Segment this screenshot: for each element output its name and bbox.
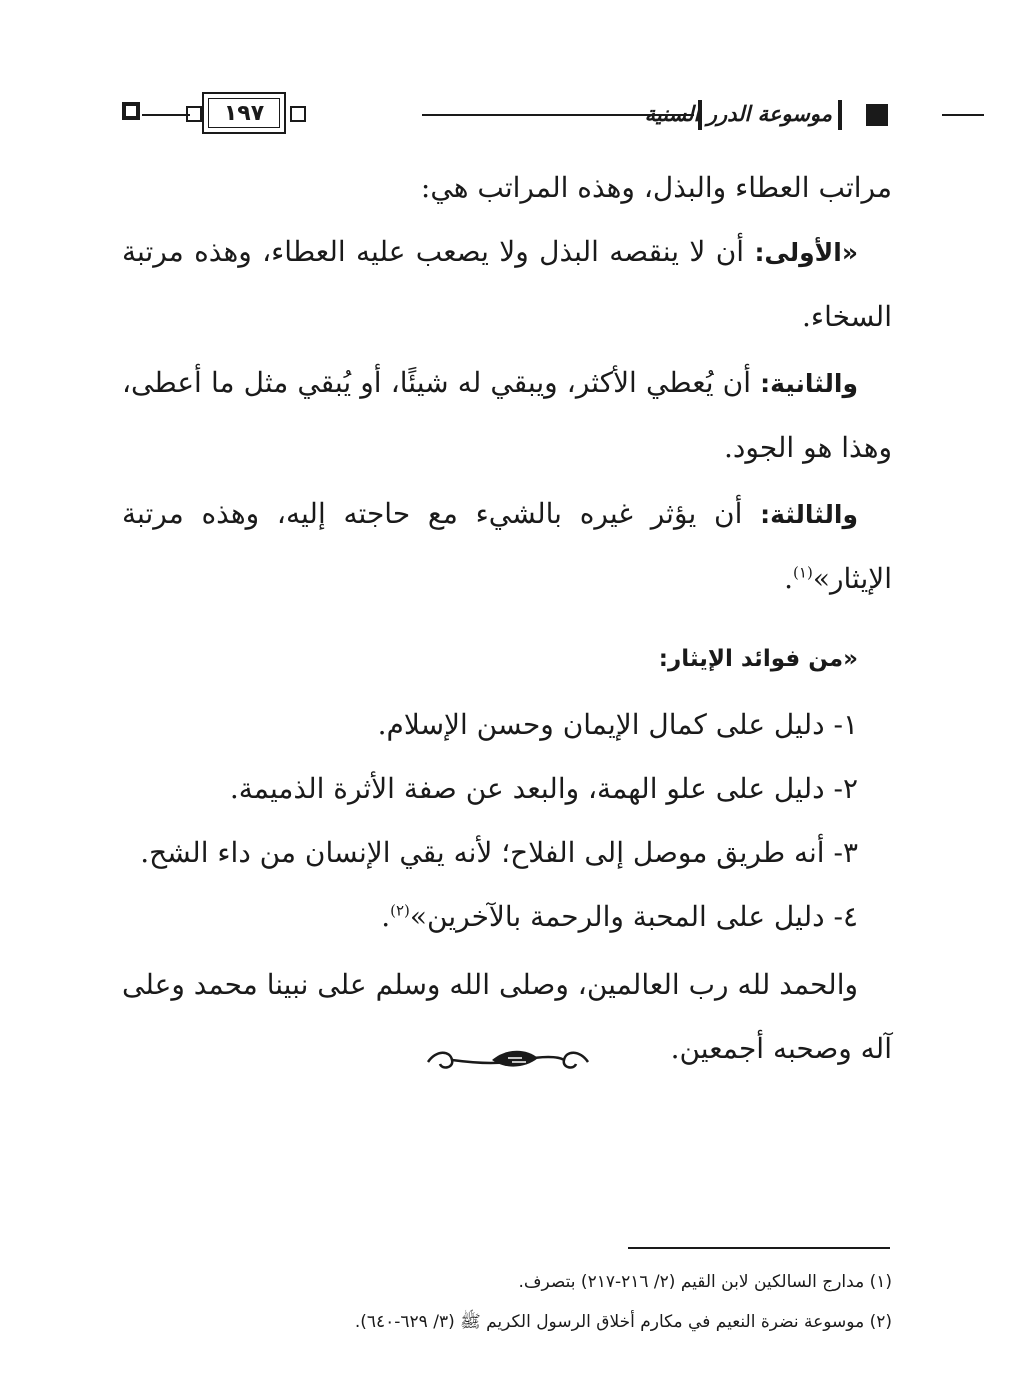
paragraph-text: أن يؤثر غيره بالشيء مع حاجته إليه، وهذه مرتبة الإيثار» — [122, 497, 892, 595]
list-item: ٣- أنه طريق موصل إلى الفلاح؛ لأنه يقي الإنسان من داء الشح. — [140, 836, 858, 869]
footnote: (١) مدارج السالكين لابن القيم (٢/ ٢١٦-٢١٧) بتصرف. — [518, 1272, 892, 1292]
page-body — [122, 156, 892, 1081]
list-item-end: . — [381, 900, 391, 933]
list-item: ٢- دليل على علو الهمة، والبعد عن صفة الأثرة الذميمة. — [229, 772, 858, 805]
footnotes — [122, 1262, 892, 1342]
footnote-ref[interactable]: (١) — [793, 563, 813, 582]
page-number: ١٩٧ — [223, 100, 265, 126]
floral-divider-icon — [422, 1040, 594, 1080]
series-title: موسوعة الدرر السنية — [644, 101, 832, 126]
paragraph-text: أن لا ينقصه البذل ولا يصعب عليه العطاء، وهذه مرتبة السخاء. — [122, 235, 892, 333]
header-rule — [142, 114, 190, 116]
footnote-ref[interactable]: (٢) — [390, 901, 410, 920]
paragraph — [122, 482, 892, 611]
page-header — [122, 78, 892, 158]
paragraph — [122, 351, 892, 480]
header-divider — [838, 100, 842, 130]
list-item-text: ٤- دليل على المحبة والرحمة بالآخرين» — [409, 900, 858, 933]
paragraph-label: «الأولى: — [754, 238, 858, 267]
paragraph-label: والثالثة: — [760, 500, 858, 529]
paragraph-end: . — [784, 562, 794, 595]
page-number-frame — [202, 92, 286, 134]
benefits-list — [122, 693, 892, 949]
footnote-rule — [628, 1247, 890, 1249]
paragraph: مراتب العطاء والبذل، وهذه المراتب هي: — [420, 171, 892, 204]
header-square-outline-icon — [122, 102, 140, 120]
paragraph-label: والثانية: — [760, 369, 858, 398]
closing-paragraph: والحمد لله رب العالمين، وصلى الله وسلم على نبينا محمد وعلى آله وصحبه أجمعين. — [122, 968, 892, 1065]
list-item: ١- دليل على كمال الإيمان وحسن الإسلام. — [377, 708, 858, 741]
section-heading: «من فوائد الإيثار: — [658, 646, 858, 672]
paragraph — [122, 220, 892, 349]
header-square-filled-icon — [866, 104, 888, 126]
list-item — [122, 885, 892, 949]
corner-ornament-icon — [290, 106, 306, 122]
footnote: (٢) موسوعة نضرة النعيم في مكارم أخلاق الرسول الكريم ﷺ (٣/ ٦٢٩-٦٤٠). — [354, 1312, 892, 1332]
paragraph-text: أن يُعطي الأكثر، ويبقي له شيئًا، أو يُبقي مثل ما أعطى، وهذا هو الجود. — [122, 366, 892, 464]
header-rule — [942, 114, 984, 116]
corner-ornament-icon — [186, 106, 202, 122]
